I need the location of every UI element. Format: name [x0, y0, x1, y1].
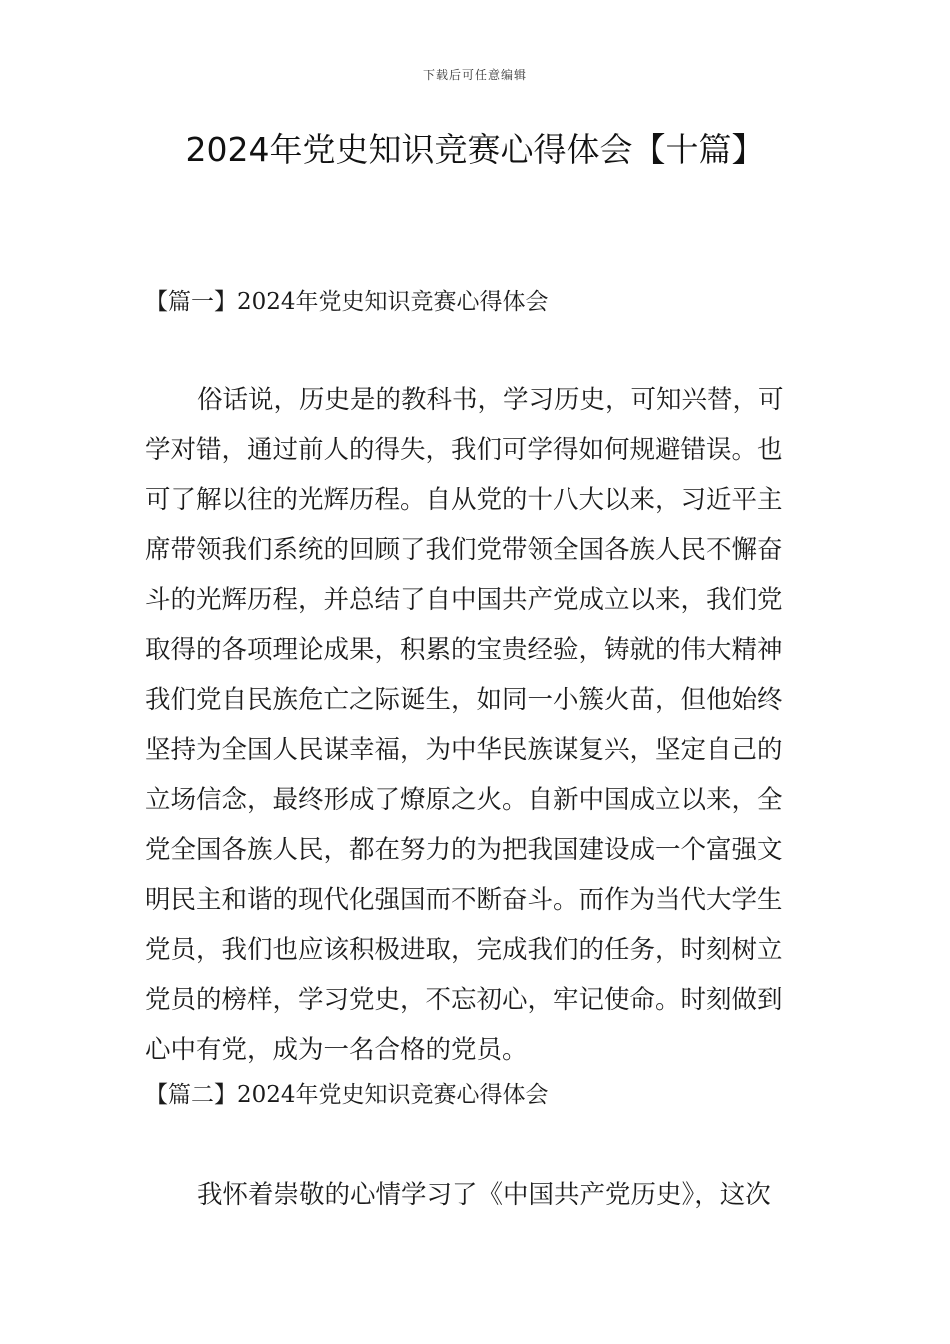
section-heading-2: 【篇二】2024年党史知识竞赛心得体会	[145, 1082, 549, 1108]
paragraph-line: 党员的榜样，学习党史，不忘初心，牢记使命。时刻做到	[145, 985, 783, 1015]
paragraph-line: 党员，我们也应该积极进取，完成我们的任务，时刻树立	[145, 935, 783, 965]
paragraph-line: 斗的光辉历程，并总结了自中国共产党成立以来，我们党	[145, 585, 783, 615]
paragraph-line: 我们党自民族危亡之际诞生，如同一小簇火苗，但他始终	[145, 685, 783, 715]
paragraph-line: 可了解以往的光辉历程。自从党的十八大以来，习近平主	[145, 485, 783, 515]
paragraph-line: 席带领我们系统的回顾了我们党带领全国各族人民不懈奋	[145, 535, 783, 565]
section-1-paragraph	[145, 375, 807, 1075]
paragraph-line: 坚持为全国人民谋幸福，为中华民族谋复兴，坚定自己的	[145, 735, 783, 765]
paragraph-line: 我怀着崇敬的心情学习了《中国共产党历史》，这次	[197, 1180, 771, 1210]
section-2-paragraph	[145, 1170, 807, 1220]
section-heading-1: 【篇一】2024年党史知识竞赛心得体会	[145, 289, 549, 315]
document-title: 2024年党史知识竞赛心得体会【十篇】	[185, 130, 765, 169]
paragraph-line: 心中有党，成为一名合格的党员。	[145, 1035, 528, 1065]
paragraph-line: 俗话说，历史是的教科书，学习历史，可知兴替，可	[197, 385, 784, 415]
paragraph-line: 明民主和谐的现代化强国而不断奋斗。而作为当代大学生	[145, 885, 783, 915]
paragraph-line: 学对错，通过前人的得失，我们可学得如何规避错误。也	[145, 435, 783, 465]
paragraph-line: 立场信念，最终形成了燎原之火。自新中国成立以来，全	[145, 785, 783, 815]
paragraph-line: 取得的各项理论成果，积累的宝贵经验，铸就的伟大精神	[145, 635, 783, 665]
header-note: 下载后可任意编辑	[422, 68, 527, 82]
paragraph-line: 党全国各族人民，都在努力的为把我国建设成一个富强文	[145, 835, 783, 865]
